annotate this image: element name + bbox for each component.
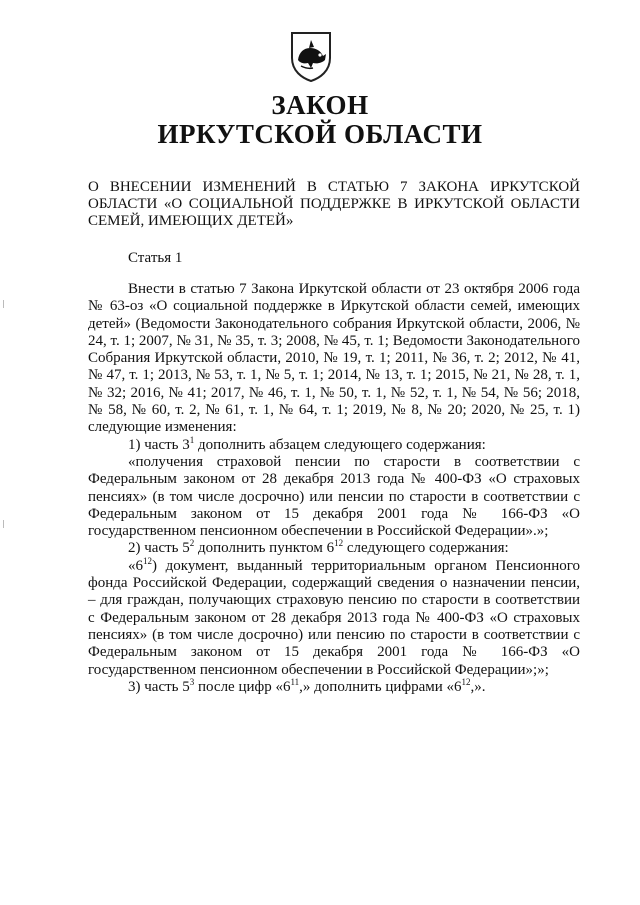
paragraph-item-2: 2) часть $5^2$ дополнить пунктом $6^{12}$ следующего содержания:: [128, 538, 509, 557]
scan-edge-mark: [3, 520, 4, 528]
article-heading: Статья 1: [128, 250, 183, 266]
paragraph-item-2-text: «$6^{12}$) документ, выданный территориальным органом Пенсионного фонда Российской Федерации, содержащий сведения о назначении пенсии, – для граждан, получающих страховую пенсию по старости в соответствии с Федеральным законом от 28 декабря 2013 года № 400-ФЗ «О страховых пенсиях» (в том числе досрочно) или пенсию по старости в соответствии с Федеральным законом от 15 декабря 2001 года № 166-ФЗ «О государственном пенсионном обеспечении в Российской Федерации»;»;: [88, 555, 580, 678]
paragraph-intro: Внести в статью 7 Закона Иркутской области от 23 октября 2006 года № 63-оз «О социальной поддержке в Иркутской области семей, имеющих детей» (Ведомости Законодательного собрания Иркутской области, 2006, № 24, т. 1; 2007, № 31, № 35, т. 3; 2008, № 45, т. 1; Ведомости Законодательного Собрания Иркутской области, 2010, № 19, т. 1; 2011, № 36, т. 2; 2012, № 41, № 47, т. 1; 2013, № 53, т. 1, № 5, т. 1; 2014, № 13, т. 1; 2015, № 21, № 28, т. 1, № 32; 2016, № 41; 2017, № 46, т. 1, № 50, т. 1, № 52, т. 1, № 54, № 56; 2018, № 58, № 60, т. 2, № 61, т. 1, № 64, т. 1; 2019, № 8, № 20; 2020, № 25, т. 1) следующие изменения:: [88, 281, 580, 436]
law-title: ЗАКОН: [271, 90, 369, 120]
paragraph-item-1: 1) часть $3^1$ дополнить абзацем следующего содержания:: [128, 434, 486, 453]
law-subject: О ВНЕСЕНИИ ИЗМЕНЕНИЙ В СТАТЬЮ 7 ЗАКОНА ИРКУТСКОЙ ОБЛАСТИ «О СОЦИАЛЬНОЙ ПОДДЕРЖКЕ В ИРКУТСКОЙ ОБЛАСТИ СЕМЕЙ, ИМЕЮЩИХ ДЕТЕЙ»: [88, 179, 580, 229]
paragraph-item-3: 3) часть $5^3$ после цифр «$6^{11}$,» дополнить цифрами «$6^{12}$,».: [128, 676, 486, 695]
law-body: [88, 281, 580, 696]
law-title-region: ИРКУТСКОЙ ОБЛАСТИ: [157, 119, 483, 149]
scan-edge-mark: [3, 300, 4, 308]
paragraph-item-1-text: «получения страховой пенсии по старости в соответствии с Федеральным законом от 28 декабря 2013 года № 400-ФЗ «О страховых пенсиях» (в том числе досрочно) или пенсии по старости в соответствии с Федеральным законом от 15 декабря 2001 года № 166-ФЗ «О государственном пенсионном обеспечении в Российской Федерации».»;: [88, 453, 580, 540]
coat-of-arms-icon: [289, 30, 333, 82]
